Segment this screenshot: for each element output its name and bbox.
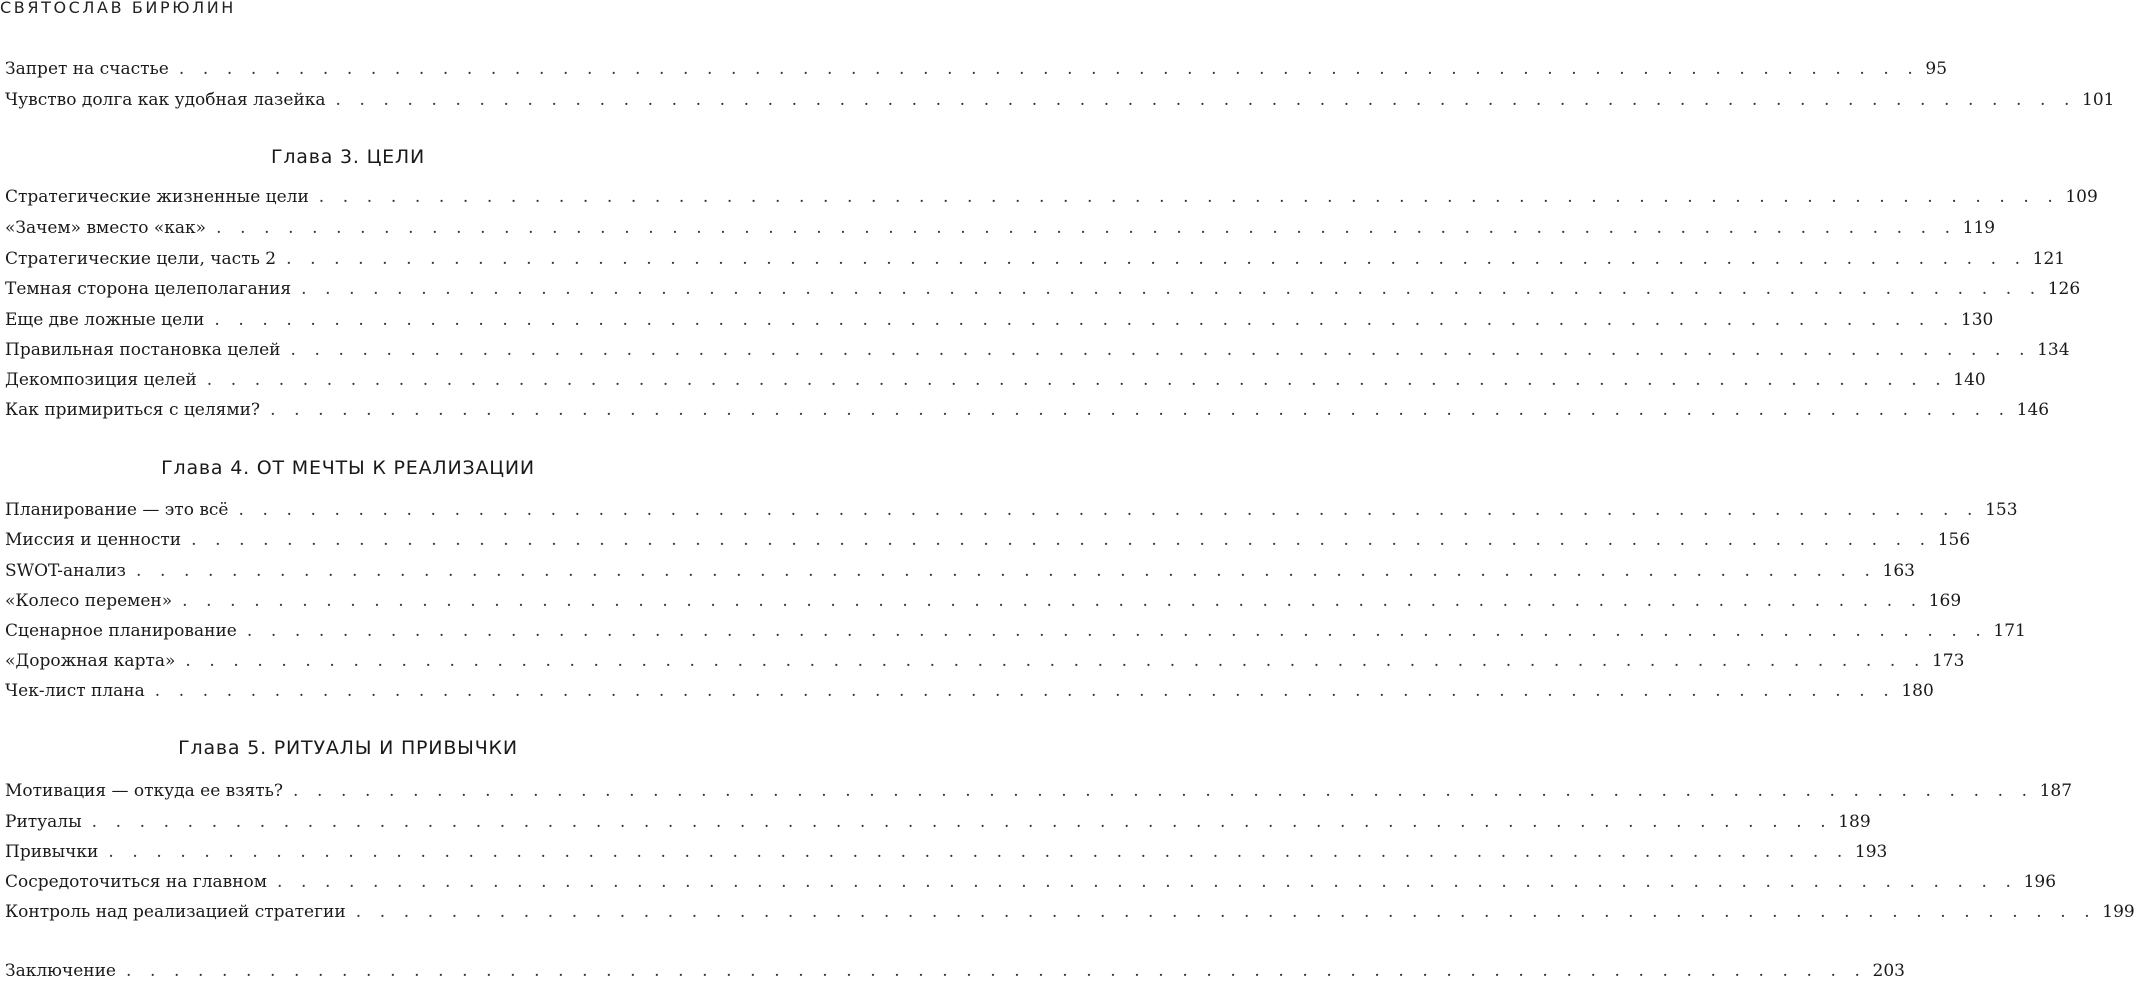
toc-entry-title: Заключение: [5, 961, 116, 981]
toc-entry-page: 134: [2037, 340, 2070, 360]
toc-entry-title: «Зачем» вместо «как»: [5, 218, 207, 238]
toc-entry: [5, 807, 1871, 837]
toc-entry-page: 193: [1854, 842, 1888, 862]
toc-entry-page: 140: [1953, 370, 1986, 390]
dot-leader: . . . . . . . . . . . . . . . . . . . . . . . . . . . . . . . . . . . . . . . . . . . . . . . . . . . . . . . . . . . . . . . . . . . . . . . . .: [125, 961, 1867, 981]
toc-entry-title: Ритуалы: [5, 812, 82, 832]
toc-entry: [5, 244, 2066, 274]
toc-entry-title: Запрет на счастье: [5, 59, 169, 79]
toc-entry-page: 119: [1962, 218, 1996, 238]
toc-entry-title: Контроль над реализацией стратегии: [5, 902, 346, 922]
dot-leader: . . . . . . . . . . . . . . . . . . . . . . . . . . . . . . . . . . . . . . . . . . . . . . . . . . . . . . . . . . . . . . . . . . . . . . . . .: [91, 812, 1833, 832]
toc-entry: [5, 616, 2026, 646]
toc-entry-page: 169: [1928, 591, 1962, 611]
dot-leader: . . . . . . . . . . . . . . . . . . . . . . . . . . . . . . . . . . . . . . . . . . . . . . . . . . . . . . . . . . . . . . . . . . . . . . . . .: [277, 872, 2018, 892]
dot-leader: . . . . . . . . . . . . . . . . . . . . . . . . . . . . . . . . . . . . . . . . . . . . . . . . . . . . . . . . . . . . . . . . . . . . . . . . .: [191, 530, 1932, 550]
toc-entry-page: 101: [2082, 90, 2115, 110]
toc-entry: [5, 525, 1971, 555]
dot-leader: . . . . . . . . . . . . . . . . . . . . . . . . . . . . . . . . . . . . . . . . . . . . . . . . . . . . . . . . . . . . . . . . . . . . . . . . .: [135, 561, 1877, 581]
toc-entry-title: Миссия и ценности: [5, 530, 182, 550]
toc-entry-title: Мотивация — откуда ее взять?: [5, 781, 284, 801]
chapter-heading: Глава 3. ЦЕЛИ: [270, 146, 426, 168]
toc-entry-title: Еще две ложные цели: [5, 310, 205, 330]
toc-entry-page: 121: [2032, 249, 2066, 269]
toc-entry-title: Правильная постановка целей: [5, 340, 281, 360]
toc-entry-title: Темная сторона целеполагания: [5, 279, 292, 299]
toc-entry: [5, 646, 1965, 676]
toc-entry: [5, 495, 2018, 525]
toc-entry: [5, 274, 2081, 304]
toc-entry-page: 203: [1872, 961, 1905, 981]
toc-entry: [5, 85, 2115, 115]
toc-entry: [5, 182, 2098, 212]
toc-entry-title: Привычки: [5, 842, 99, 862]
toc-entry: [5, 213, 1996, 243]
toc-entry-page: 187: [2039, 781, 2073, 801]
toc-entry-page: 130: [1960, 310, 1994, 330]
toc-entry-title: SWOT-анализ: [5, 561, 126, 581]
toc-entry-page: 95: [1925, 59, 1948, 79]
toc-entry-title: Как примириться с целями?: [5, 400, 261, 420]
toc-entry-page: 171: [1993, 621, 2026, 641]
dot-leader: . . . . . . . . . . . . . . . . . . . . . . . . . . . . . . . . . . . . . . . . . . . . . . . . . . . . . . . . . . . . . . . . . . . . . . . . .: [246, 621, 1988, 641]
toc-entry-page: 196: [2023, 872, 2057, 892]
dot-leader: . . . . . . . . . . . . . . . . . . . . . . . . . . . . . . . . . . . . . . . . . . . . . . . . . . . . . . . . . . . . . . . . . . . . . . . . .: [238, 500, 1980, 520]
dot-leader: . . . . . . . . . . . . . . . . . . . . . . . . . . . . . . . . . . . . . . . . . . . . . . . . . . . . . . . . . . . . . . . . . . . . . . . . .: [293, 781, 2034, 801]
dot-leader: . . . . . . . . . . . . . . . . . . . . . . . . . . . . . . . . . . . . . . . . . . . . . . . . . . . . . . . . . . . . . . . . . . . . . . . . .: [318, 187, 2060, 207]
toc-entry-title: Декомпозиция целей: [5, 370, 197, 390]
toc-entry-page: 153: [1985, 500, 2018, 520]
toc-entry: [5, 305, 1994, 335]
toc-entry: [5, 586, 1962, 616]
dot-leader: . . . . . . . . . . . . . . . . . . . . . . . . . . . . . . . . . . . . . . . . . . . . . . . . . . . . . . . . . . . . . . . . . . . . . . . . .: [301, 279, 2042, 299]
toc-entry-title: Сосредоточиться на главном: [5, 872, 267, 892]
toc-entry-title: «Колесо перемен»: [5, 591, 173, 611]
toc-entry-page: 146: [2016, 400, 2050, 420]
toc-entry-page: 173: [1931, 651, 1965, 671]
toc-entry-title: Чек-лист плана: [5, 681, 145, 701]
toc-entry-title: Планирование — это всё: [5, 500, 229, 520]
toc-entry-title: Сценарное планирование: [5, 621, 237, 641]
dot-leader: . . . . . . . . . . . . . . . . . . . . . . . . . . . . . . . . . . . . . . . . . . . . . . . . . . . . . . . . . . . . . . . . . . . . . . . . .: [270, 400, 2011, 420]
toc-entry: [5, 867, 2057, 897]
toc-entry: [5, 365, 1986, 395]
dot-leader: . . . . . . . . . . . . . . . . . . . . . . . . . . . . . . . . . . . . . . . . . . . . . . . . . . . . . . . . . . . . . . . . . . . . . . . . .: [178, 59, 1920, 79]
toc-entry: [5, 556, 1915, 586]
running-head: СВЯТОСЛАВ БИРЮЛИН: [0, 0, 236, 17]
toc-entry-page: 199: [2102, 902, 2135, 922]
toc-entry-title: Стратегические цели, часть 2: [5, 249, 277, 269]
toc-entry-title: Стратегические жизненные цели: [5, 187, 309, 207]
toc-entry: [5, 956, 1905, 986]
chapter-heading: Глава 5. РИТУАЛЫ И ПРИВЫЧКИ: [178, 737, 518, 759]
toc-entry-title: «Дорожная карта»: [5, 651, 176, 671]
toc-entry-title: Чувство долга как удобная лазейка: [5, 90, 326, 110]
toc-entry: [5, 897, 2135, 927]
toc-entry-page: 126: [2047, 279, 2081, 299]
dot-leader: . . . . . . . . . . . . . . . . . . . . . . . . . . . . . . . . . . . . . . . . . . . . . . . . . . . . . . . . . . . . . . . . . . . . . . . . .: [286, 249, 2027, 269]
toc-entry-page: 109: [2065, 187, 2098, 207]
toc-entry-page: 180: [1901, 681, 1934, 701]
chapter-heading: Глава 4. ОТ МЕЧТЫ К РЕАЛИЗАЦИИ: [161, 457, 535, 479]
dot-leader: . . . . . . . . . . . . . . . . . . . . . . . . . . . . . . . . . . . . . . . . . . . . . . . . . . . . . . . . . . . . . . . . . . . . . . . . .: [154, 681, 1896, 701]
dot-leader: . . . . . . . . . . . . . . . . . . . . . . . . . . . . . . . . . . . . . . . . . . . . . . . . . . . . . . . . . . . . . . . . . . . . . . . . .: [182, 591, 1923, 611]
toc-entry: [5, 335, 2070, 365]
dot-leader: . . . . . . . . . . . . . . . . . . . . . . . . . . . . . . . . . . . . . . . . . . . . . . . . . . . . . . . . . . . . . . . . . . . . . . . . .: [108, 842, 1849, 862]
toc-entry: [5, 776, 2073, 806]
dot-leader: . . . . . . . . . . . . . . . . . . . . . . . . . . . . . . . . . . . . . . . . . . . . . . . . . . . . . . . . . . . . . . . . . . . . . . . . .: [355, 902, 2097, 922]
toc-entry: [5, 54, 1948, 84]
toc-entry: [5, 676, 1934, 706]
dot-leader: . . . . . . . . . . . . . . . . . . . . . . . . . . . . . . . . . . . . . . . . . . . . . . . . . . . . . . . . . . . . . . . . . . . . . . . . .: [335, 90, 2077, 110]
dot-leader: . . . . . . . . . . . . . . . . . . . . . . . . . . . . . . . . . . . . . . . . . . . . . . . . . . . . . . . . . . . . . . . . . . . . . . . . .: [216, 218, 1957, 238]
toc-entry: [5, 395, 2050, 425]
toc-entry-page: 189: [1838, 812, 1871, 832]
dot-leader: . . . . . . . . . . . . . . . . . . . . . . . . . . . . . . . . . . . . . . . . . . . . . . . . . . . . . . . . . . . . . . . . . . . . . . . . .: [185, 651, 1926, 671]
toc-entry-page: 156: [1937, 530, 1971, 550]
dot-leader: . . . . . . . . . . . . . . . . . . . . . . . . . . . . . . . . . . . . . . . . . . . . . . . . . . . . . . . . . . . . . . . . . . . . . . . . .: [290, 340, 2032, 360]
dot-leader: . . . . . . . . . . . . . . . . . . . . . . . . . . . . . . . . . . . . . . . . . . . . . . . . . . . . . . . . . . . . . . . . . . . . . . . . .: [206, 370, 1948, 390]
toc-entry-page: 163: [1882, 561, 1915, 581]
toc-entry: [5, 837, 1888, 867]
dot-leader: . . . . . . . . . . . . . . . . . . . . . . . . . . . . . . . . . . . . . . . . . . . . . . . . . . . . . . . . . . . . . . . . . . . . . . . . .: [214, 310, 1955, 330]
